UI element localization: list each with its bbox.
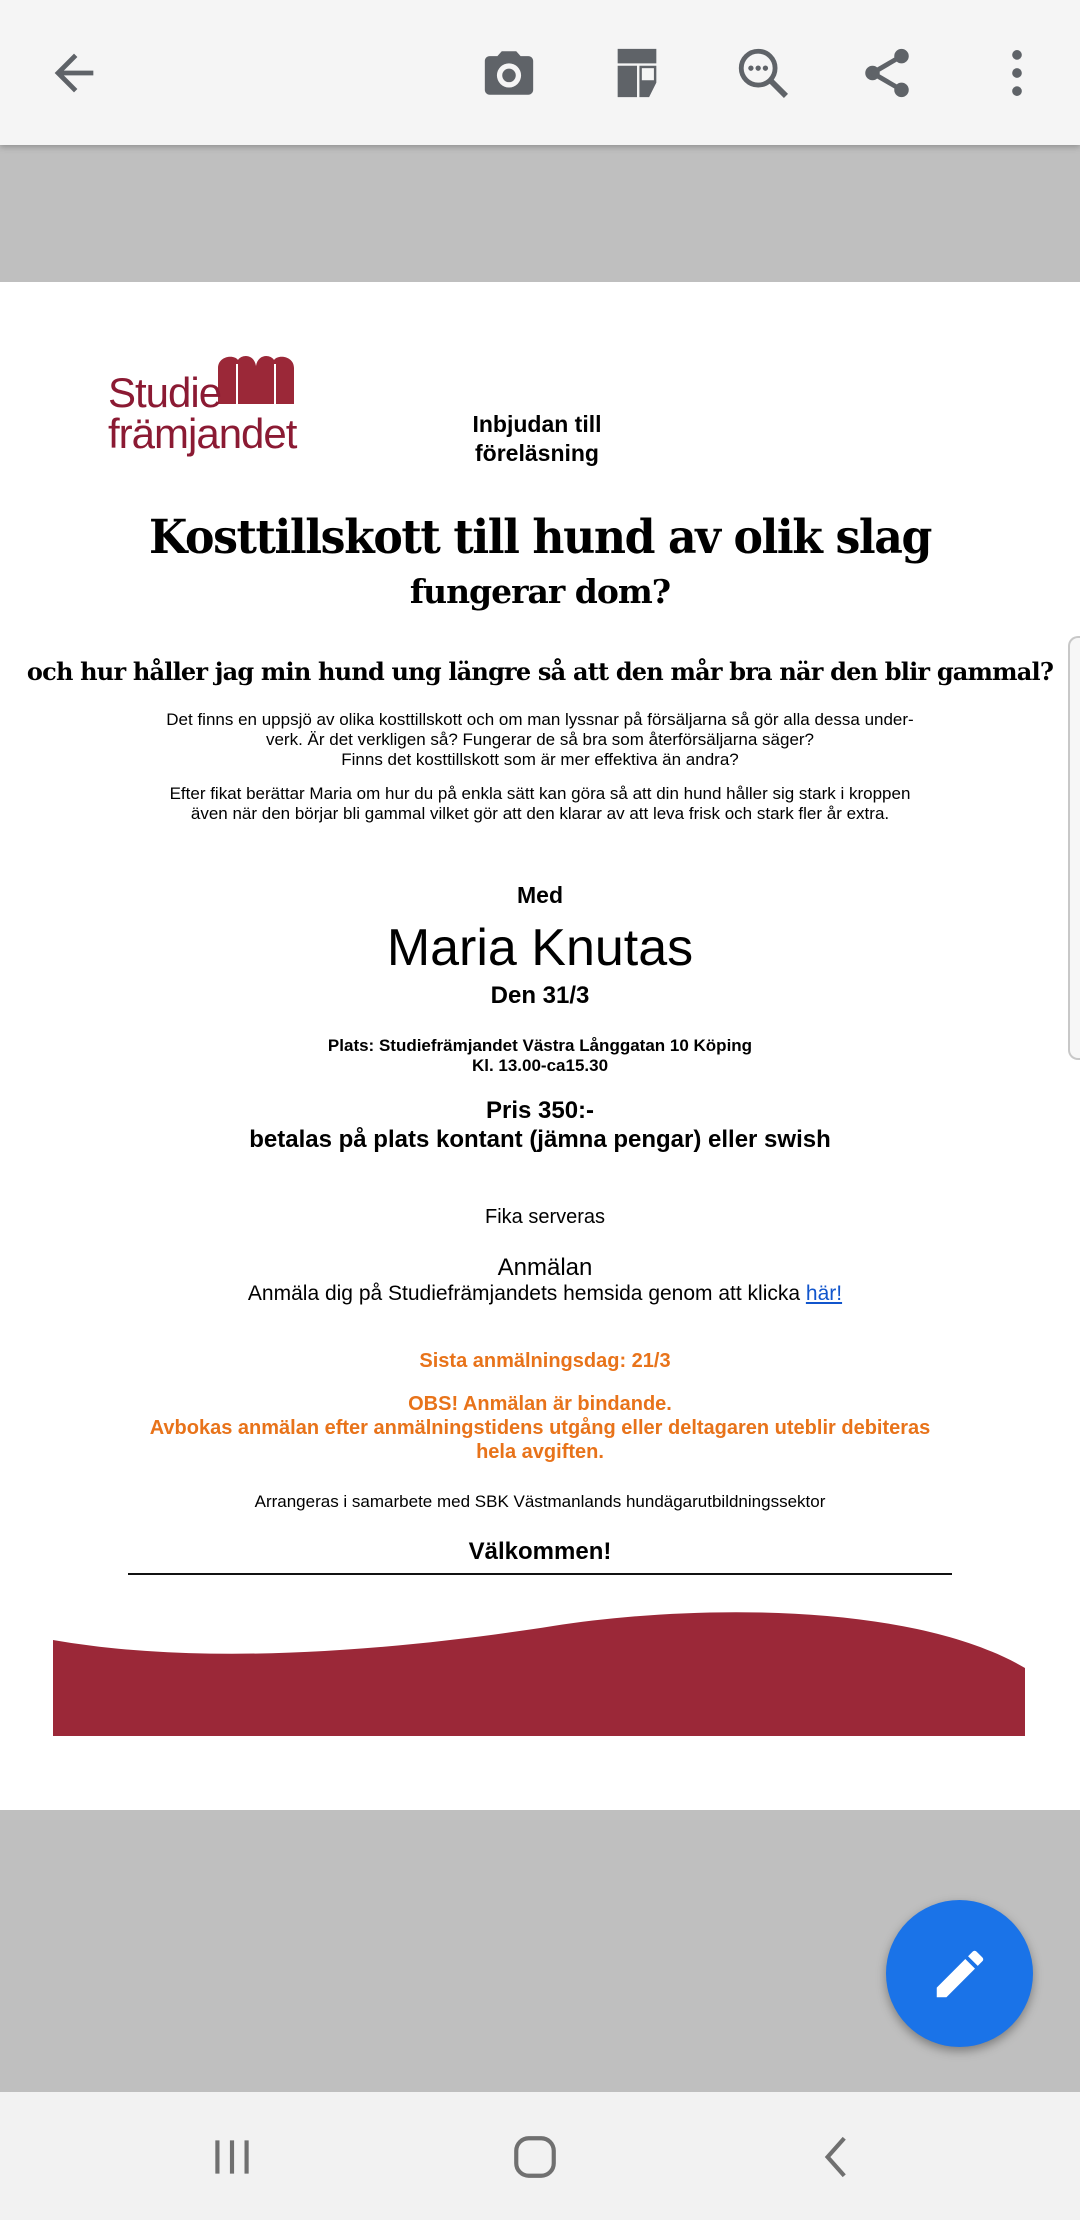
divider-line (128, 1573, 952, 1575)
top-toolbar (0, 0, 1080, 145)
detail-paragraph (120, 784, 960, 824)
event-date: Den 31/3 (490, 982, 590, 1009)
fika-note: Fika serveras (484, 1206, 606, 1228)
recent-apps-icon (207, 2132, 257, 2182)
share-icon (858, 44, 916, 102)
detail-line-1: Efter fikat berättar Maria om hur du på enkla sätt kan göra så att din hund håller sig stark i kroppen (169, 784, 911, 803)
time-line: Kl. 13.00-ca15.30 (471, 1056, 609, 1075)
recent-apps-button[interactable] (197, 2122, 267, 2192)
logo-line-1: Studie (108, 369, 222, 416)
question-line: och hur håller jag min hund ung längre så att den mår bra när den blir gammal? (26, 657, 1054, 686)
camera-icon (480, 44, 538, 102)
signup-link[interactable]: här! (805, 1282, 843, 1305)
med-label: Med (517, 882, 563, 908)
arranged-note: Arrangeras i samarbete med SBK Västmanlands hundägarutbildningssektor (254, 1492, 826, 1511)
more-vert-icon (988, 44, 1046, 102)
camera-button[interactable] (469, 33, 549, 113)
deadline-note: Sista anmälningsdag: 21/3 (419, 1350, 671, 1372)
payment-line: betalas på plats kontant (jämna pengar) eller swish (249, 1126, 831, 1153)
pencil-icon (929, 1943, 991, 2005)
signup-title: Anmälan (497, 1254, 593, 1281)
zoom-search-icon (734, 44, 792, 102)
search-button[interactable] (723, 33, 803, 113)
back-button[interactable] (34, 33, 114, 113)
studiefrämjandet-logo (108, 354, 298, 464)
decorative-wave (53, 1608, 1025, 1736)
share-button[interactable] (847, 33, 927, 113)
place-line: Plats: Studiefrämjandet Västra Långgatan 10 Köping (327, 1036, 753, 1055)
event-location (0, 1036, 1080, 1076)
price-block (0, 1096, 1080, 1154)
page-layout-icon (608, 44, 666, 102)
speaker-name: Maria Knutas (386, 919, 694, 977)
intro-line-2: verk. Är det verkligen så? Fungerar de så bra som återförsäljarna säger? (265, 730, 815, 749)
more-options-button[interactable] (977, 33, 1057, 113)
home-button[interactable] (500, 2122, 570, 2192)
intro-line-3: Finns det kosttillskott som är mer effektiva än andra? (341, 750, 739, 769)
nav-back-icon (813, 2132, 863, 2182)
subheadline: fungerar dom? (409, 572, 671, 611)
scroll-handle[interactable] (1068, 636, 1080, 1060)
invite-label: Inbjudan till föreläsning (472, 411, 602, 466)
signup-text: Anmäla dig på Studiefrämjandets hemsida genom att klicka (247, 1282, 806, 1305)
document-page (0, 282, 1080, 1810)
obs-line-3: hela avgiften. (476, 1441, 604, 1463)
home-icon (510, 2132, 560, 2182)
page-layout-button[interactable] (597, 33, 677, 113)
headline: Kosttillskott till hund av olik slag (149, 510, 931, 565)
intro-paragraph (120, 710, 960, 770)
obs-line-1: OBS! Anmälan är bindande. (408, 1393, 672, 1415)
edit-fab-button[interactable] (886, 1900, 1033, 2047)
price-line: Pris 350:- (485, 1097, 595, 1124)
nav-back-button[interactable] (803, 2122, 873, 2192)
arrow-back-icon (45, 44, 103, 102)
intro-line-1: Det finns en uppsjö av olika kosttillskott och om man lyssnar på försäljarna så gör alla dessa under- (166, 710, 914, 729)
obs-line-2: Avbokas anmälan efter anmälningstidens utgång eller deltagaren uteblir debiteras (149, 1417, 931, 1439)
signup-line (0, 1282, 1080, 1306)
logo-line-2: främjandet (108, 410, 297, 457)
detail-line-2: även när den börjar bli gammal vilket gör att den klarar av att leva frisk och stark fler år extra. (190, 804, 890, 823)
welcome-text: Välkommen! (468, 1538, 612, 1565)
obs-note (0, 1392, 1080, 1464)
system-nav-bar (0, 2092, 1080, 2220)
